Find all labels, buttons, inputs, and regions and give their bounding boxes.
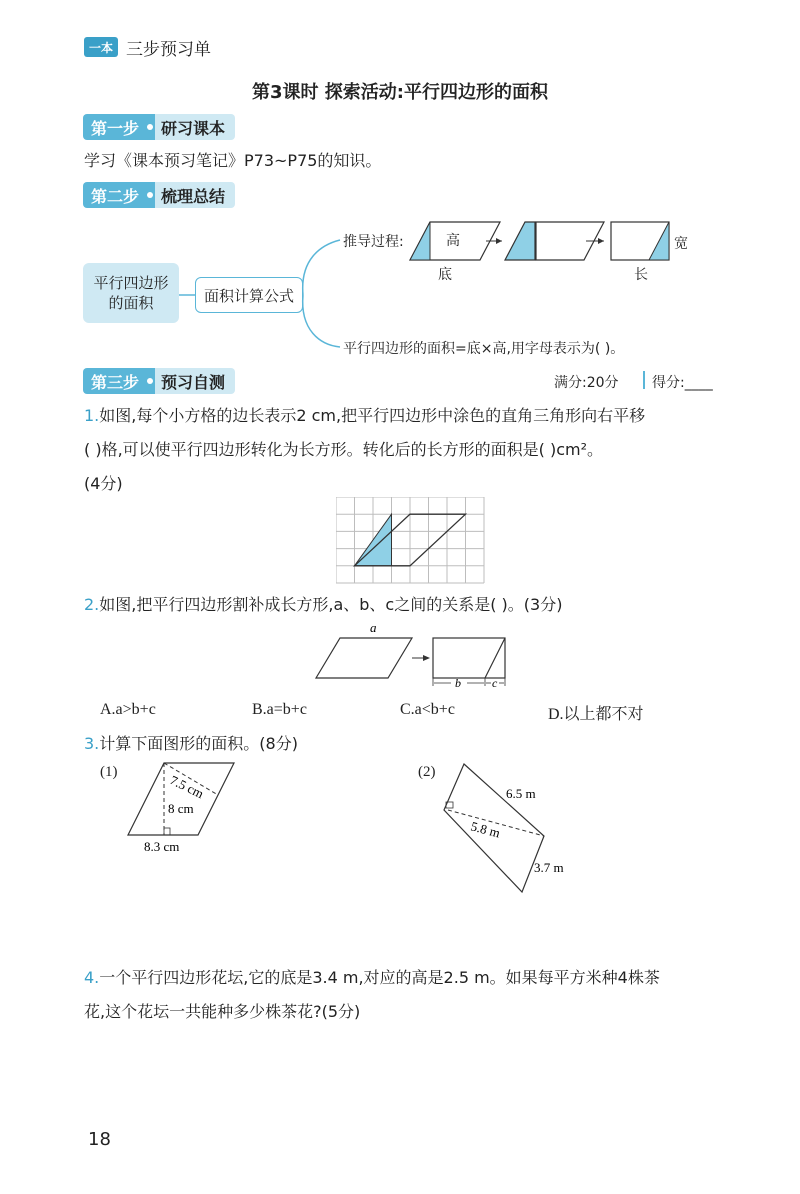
score-got: 得分:____ <box>652 375 713 391</box>
q3-fig2-tag: (2) <box>418 764 436 780</box>
q3-fig1-tag: (1) <box>100 764 118 780</box>
q2-label-a: a <box>370 620 377 635</box>
q3-fig1-dim3: 8.3 cm <box>144 839 180 854</box>
mindmap-node: 面积计算公式 <box>195 277 303 313</box>
fig-length-label: 长 <box>634 267 648 283</box>
q1-grid-figure <box>336 497 486 584</box>
q3-fig2-dim3: 3.7 m <box>534 860 564 875</box>
step1-text: 学习《课本预习笔记》P73~P75的知识。 <box>84 151 382 170</box>
fig-base-label: 底 <box>438 267 452 283</box>
q2: 2.如图,把平行四边形割补成长方形,a、b、c之间的关系是( )。(3分) <box>84 595 563 614</box>
q2-label-b: b <box>455 676 461 690</box>
mindmap-root: 平行四边形的面积 <box>83 263 179 323</box>
step2-label: 第二步 梳理总结 <box>83 182 235 208</box>
q2-option-a: A.a>b+c <box>100 701 156 718</box>
q3-fig2-dim2: 5.8 m <box>469 818 502 841</box>
q4: 4.一个平行四边形花坛,它的底是3.4 m,对应的高是2.5 m。如果每平方米种4株茶 花,这个花坛一共能种多少株茶花?(5分) <box>84 968 660 1021</box>
step1-label: 第一步 研习课本 <box>83 114 235 140</box>
q3-fig2-dim1: 6.5 m <box>506 786 536 801</box>
q2-figure <box>310 620 520 690</box>
header-badge: 一本 <box>84 37 118 57</box>
fig-height-label: 高 <box>446 233 460 249</box>
lesson-title: 第3课时 探索活动:平行四边形的面积 <box>252 82 548 103</box>
q2-option-b: B.a=b+c <box>252 701 307 718</box>
formula-text: 平行四边形的面积=底×高,用字母表示为( )。 <box>343 341 625 357</box>
q3-fig1-dim2: 8 cm <box>168 801 194 816</box>
q3-figure-2 <box>440 760 590 895</box>
q3-figure-1 <box>120 755 250 860</box>
q2-option-c: C.a<b+c <box>400 701 455 718</box>
q3-fig1-dim1: 7.5 cm <box>167 772 207 802</box>
series-title: 三步预习单 <box>126 40 211 60</box>
step3-label: 第三步 预习自测 <box>83 368 235 394</box>
score-total: 满分:20分 <box>554 375 619 391</box>
derivation-figure-3 <box>611 222 669 260</box>
q2-option-d: D.以上都不对 <box>548 706 644 723</box>
q1: 1.如图,每个小方格的边长表示2 cm,把平行四边形中涂色的直角三角形向右平移 ( )格,可以使平行四边形转化为长方形。转化后的长方形的面积是( )cm²。 (4分) <box>84 406 646 493</box>
fig-width-label: 宽 <box>674 236 688 252</box>
score-divider <box>643 371 645 389</box>
q2-label-c: c <box>492 676 498 690</box>
page-number: 18 <box>88 1129 111 1150</box>
q3: 3.计算下面图形的面积。(8分) <box>84 734 298 753</box>
derivation-label: 推导过程: <box>343 234 404 250</box>
